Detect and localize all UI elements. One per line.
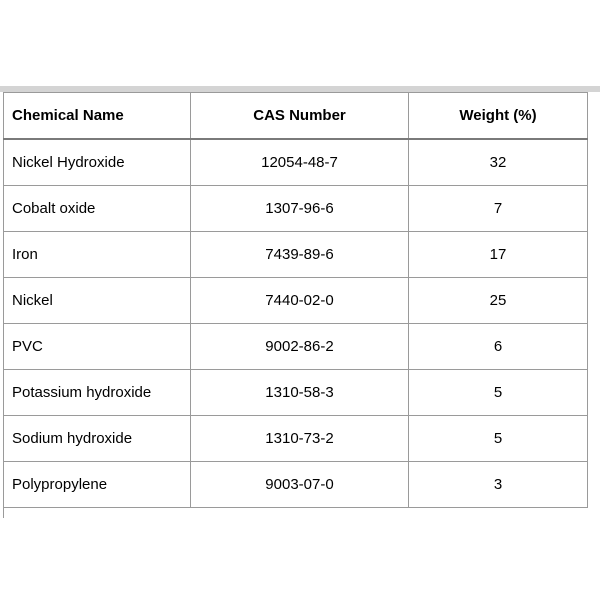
- table-edge-line: [3, 508, 4, 518]
- column-header-weight: Weight (%): [409, 93, 588, 140]
- cell-chemical-name: Nickel: [4, 278, 191, 324]
- column-header-chemical-name: Chemical Name: [4, 93, 191, 140]
- cell-cas-number: 1310-73-2: [191, 416, 409, 462]
- cell-chemical-name: PVC: [4, 324, 191, 370]
- cell-chemical-name: Iron: [4, 232, 191, 278]
- cell-weight: 3: [409, 462, 588, 508]
- cell-weight: 5: [409, 370, 588, 416]
- cell-chemical-name: Polypropylene: [4, 462, 191, 508]
- cell-weight: 17: [409, 232, 588, 278]
- cell-cas-number: 9003-07-0: [191, 462, 409, 508]
- cell-cas-number: 7440-02-0: [191, 278, 409, 324]
- cell-chemical-name: Sodium hydroxide: [4, 416, 191, 462]
- cell-cas-number: 12054-48-7: [191, 139, 409, 186]
- cell-chemical-name: Cobalt oxide: [4, 186, 191, 232]
- cell-weight: 7: [409, 186, 588, 232]
- table-row: [4, 232, 588, 278]
- cell-weight: 6: [409, 324, 588, 370]
- table-row: [4, 370, 588, 416]
- table-row: [4, 139, 588, 186]
- cell-cas-number: 9002-86-2: [191, 324, 409, 370]
- cell-weight: 32: [409, 139, 588, 186]
- table-row: [4, 278, 588, 324]
- table-row: [4, 186, 588, 232]
- table-header-row: [4, 93, 588, 140]
- composition-table: [3, 92, 588, 508]
- table-row: [4, 462, 588, 508]
- cell-cas-number: 1307-96-6: [191, 186, 409, 232]
- composition-table-container: [3, 92, 587, 508]
- table-row: [4, 324, 588, 370]
- table-row: [4, 416, 588, 462]
- cell-weight: 5: [409, 416, 588, 462]
- cell-weight: 25: [409, 278, 588, 324]
- cell-chemical-name: Potassium hydroxide: [4, 370, 191, 416]
- cell-cas-number: 1310-58-3: [191, 370, 409, 416]
- cell-cas-number: 7439-89-6: [191, 232, 409, 278]
- cell-chemical-name: Nickel Hydroxide: [4, 139, 191, 186]
- column-header-cas-number: CAS Number: [191, 93, 409, 140]
